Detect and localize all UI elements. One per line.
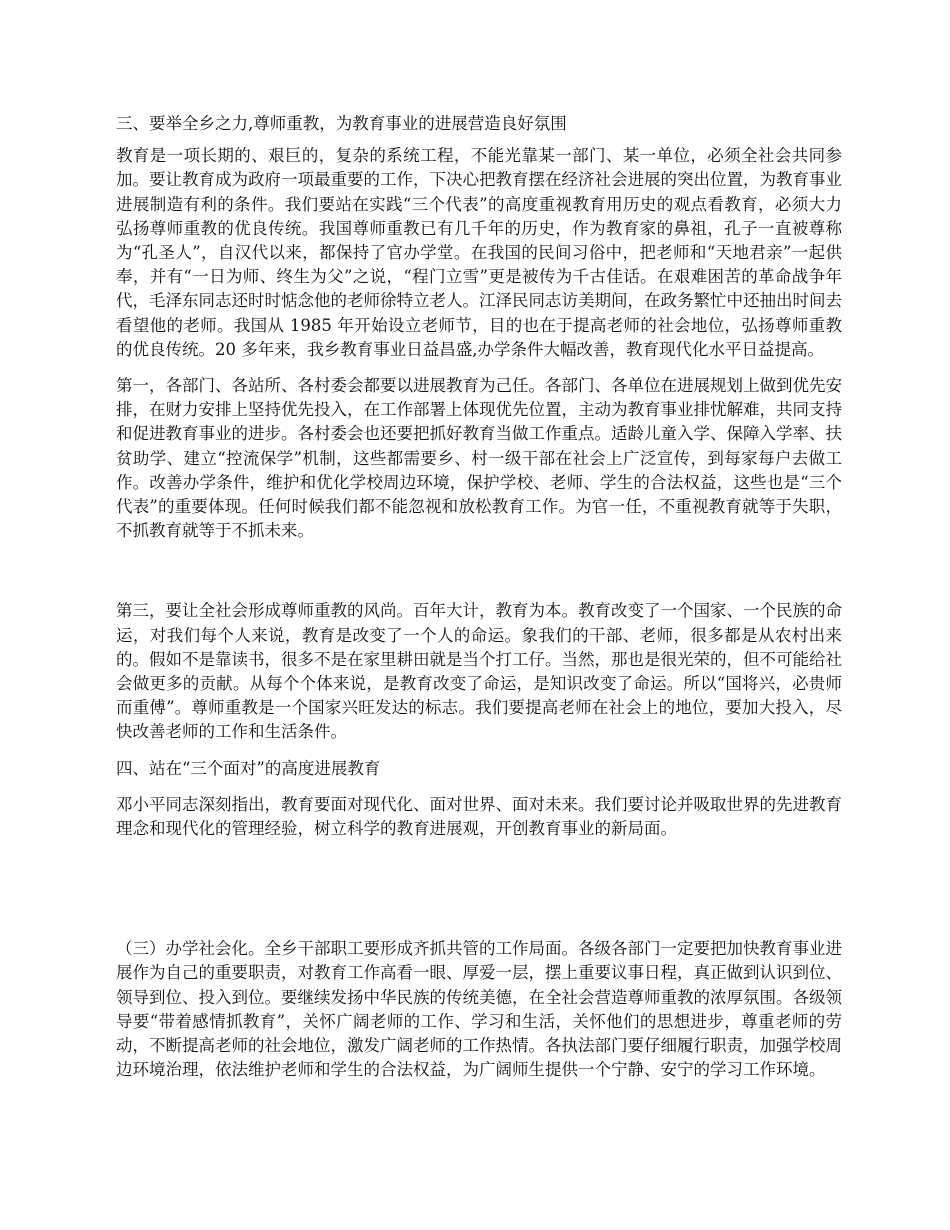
paragraph-third-point: 第三，要让全社会形成尊师重教的风尚。百年大计，教育为本。教育改变了一个国家、一个民族的命运，对我们每个人来说，教育是改变了一个人的命运。象我们的干部、老师，很多都是从农村出来的。假如不是靠读书，很多不是在家里耕田就是当个打工仔。当然，那也是很光荣的，但不可能给社会做更多的贡献。从每个个体来说，是教育改变了命运，是知识改变了命运。所以“国将兴，必贵师而重傅”。尊师重教是一个国家兴旺发达的标志。我们要提高老师在社会上的地位，要加大投入，尽快改善老师的工作和生活条件。 [116, 601, 842, 742]
paragraph-socialized-schooling: （三）办学社会化。全乡干部职工要形成齐抓共管的工作局面。各级各部门一定要把加快教育事业进展作为自己的重要职责，对教育工作高看一眼、厚爱一层，摆上重要议事日程，真正做到认识到位、领导到位、投入到位。要继续发扬中华民族的传统美德，在全社会营造尊师重教的浓厚氛围。各级领导要“带着感情抓教育”，关怀广阔老师的工作、学习和生活，关怀他们的思想进步，尊重老师的劳动，不断提高老师的社会地位，激发广阔老师的工作热情。各执法部门要仔细履行职责，加强学校周边环境治理，依法维护老师和学生的合法权益，为广阔师生提供一个宁静、安宁的学习工作环境。 [116, 939, 842, 1080]
section-heading-four: 四、站在“三个面对”的高度进展教育 [116, 758, 381, 778]
section-heading-three: 三、要举全乡之力,尊师重教，为教育事业的进展营造良好氛围 [116, 114, 567, 133]
paragraph-first-point: 第一，各部门、各站所、各村委会都要以进展教育为己任。各部门、各单位在进展规划上做到优先安排，在财力安排上坚持优先投入，在工作部署上体现优先位置，主动为教育事业排忧解难，共同支持和促进教育事业的进步。各村委会也还要把抓好教育当做工作重点。适龄儿童入学、保障入学率、扶贫助学、建立“控流保学”机制，这些都需要乡、村一级干部在社会上广泛宣传，到每家每户去做工作。改善办学条件，维护和优化学校周边环境，保护学校、老师、学生的合法权益，这些也是“三个代表”的重要体现。任何时候我们都不能忽视和放松教育工作。为官一任，不重视教育就等于失职，不抓教育就等于不抓未来。 [116, 376, 842, 541]
paragraph-three-facings: 邓小平同志深刻指出，教育要面对现代化、面对世界、面对未来。我们要讨论并吸取世界的先进教育理念和现代化的管理经验，树立科学的教育进展观，开创教育事业的新局面。 [116, 794, 842, 839]
paragraph-respect-teachers: 教育是一项长期的、艰巨的，复杂的系统工程，不能光靠某一部门、某一单位，必须全社会共同参加。要让教育成为政府一项最重要的工作，下决心把教育摆在经济社会进展的突出位置，为教育事业进展制造有利的条件。我们要站在实践“三个代表”的高度重视教育用历史的观点看教育，必须大力弘扬尊师重教的优良传统。我国尊师重教已有几千年的历史，作为教育家的鼻祖，孔子一直被尊称为“孔圣人”，自汉代以来，都保持了官办学堂。在我国的民间习俗中，把老师和“天地君亲”一起供奉，并有“一日为师、终生为父”之说，“程门立雪”更是被传为千古佳话。在艰难困苦的革命战争年代，毛泽东同志还时时惦念他的老师徐特立老人。江泽民同志访美期间，在政务繁忙中还抽出时间去看望他的老师。我国从 1985 年开始设立老师节，目的也在于提高老师的社会地位，弘扬尊师重教的优良传统。20 多年来，我乡教育事业日益昌盛,办学条件大幅改善，教育现代化水平日益提高。 [116, 146, 842, 359]
document-page [116, 112, 842, 1083]
